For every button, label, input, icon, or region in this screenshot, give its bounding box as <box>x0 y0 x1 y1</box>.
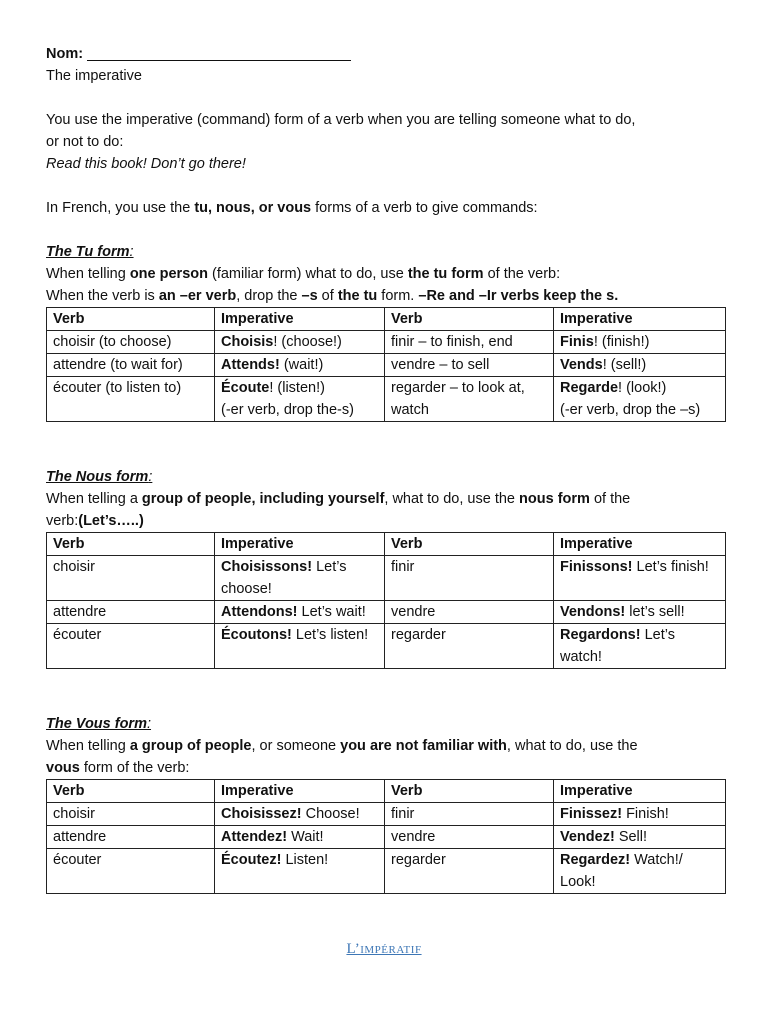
tu-rule-line-2 <box>46 285 726 307</box>
vous-heading-colon: : <box>146 716 152 732</box>
imperative-cell <box>215 354 385 377</box>
vous-rule-line-1 <box>46 735 726 757</box>
imperative-cell <box>215 803 385 826</box>
imperative-cell <box>215 624 385 669</box>
rule-text: When telling <box>46 738 130 754</box>
header-cell: Imperative <box>554 780 726 803</box>
verb-cell: vendre <box>385 826 554 849</box>
imperative-translation: Let’s watch! <box>560 627 675 665</box>
rule-text: When telling <box>46 266 130 282</box>
table-row <box>47 377 726 422</box>
vous-table <box>46 779 726 894</box>
verb-cell: choisir (to choose) <box>47 331 215 354</box>
vous-rule-line-2 <box>46 757 726 779</box>
header-cell: Imperative <box>215 533 385 556</box>
imperative-cell <box>554 377 726 422</box>
table-row <box>47 826 726 849</box>
header-cell: Verb <box>385 780 554 803</box>
imperative-cell <box>554 601 726 624</box>
rule-bold: the tu <box>337 288 378 304</box>
rule-text: form of the verb: <box>79 760 190 776</box>
header-cell: Verb <box>47 533 215 556</box>
rule-text: When telling a <box>46 491 142 507</box>
verb-cell: regarder <box>385 624 554 669</box>
table-header-row <box>47 308 726 331</box>
imperative-form: Vendez! <box>560 829 615 845</box>
imperative-cell <box>554 803 726 826</box>
header-cell: Verb <box>385 308 554 331</box>
name-label: Nom: <box>46 46 84 62</box>
imperative-form: Attendons! <box>221 604 298 620</box>
imperative-translation: Watch!/ Look! <box>560 852 683 890</box>
imperative-form: Choisissez! <box>221 806 302 822</box>
rule-bold: the tu form <box>407 266 484 282</box>
french-intro-bold: tu, nous, or vous <box>194 200 312 216</box>
imperative-translation: Let’s listen! <box>291 627 369 643</box>
rule-text: When the verb is <box>46 288 159 304</box>
rule-text: form. <box>377 288 419 304</box>
table-header-row <box>47 780 726 803</box>
imperative-cell <box>554 849 726 894</box>
header-cell: Verb <box>47 780 215 803</box>
header-cell: Imperative <box>554 308 726 331</box>
imperative-translation: ! (look!) <box>618 380 667 396</box>
nous-rule-line-1 <box>46 488 726 510</box>
intro-examples: Read this book! Don’t go there! <box>46 156 246 172</box>
worksheet <box>46 43 726 894</box>
imperative-cell <box>215 601 385 624</box>
table-header-row <box>47 533 726 556</box>
imperative-form: Choisissons! <box>221 559 313 575</box>
french-intro <box>46 197 726 219</box>
imperative-form: Écoutez! <box>221 852 282 868</box>
imperative-translation: ! (choose!) <box>273 334 342 350</box>
imperative-form: Vendons! <box>560 604 626 620</box>
name-line <box>46 43 726 65</box>
verb-cell: vendre – to sell <box>385 354 554 377</box>
vous-heading-text: The Vous form <box>46 716 147 732</box>
table-row <box>47 601 726 624</box>
header-cell: Imperative <box>554 533 726 556</box>
rule-bold: you are not familiar with <box>340 738 507 754</box>
table-row <box>47 556 726 601</box>
tu-heading-text: The Tu form <box>46 244 130 260</box>
imperative-translation: Let’s wait! <box>297 604 366 620</box>
table-row <box>47 624 726 669</box>
imperative-cell <box>215 377 385 422</box>
imperative-translation: Sell! <box>614 829 648 845</box>
rule-text: of the verb: <box>483 266 561 282</box>
imperative-note: (-er verb, drop the –s) <box>560 402 701 418</box>
verb-cell: écouter (to listen to) <box>47 377 215 422</box>
verb-cell: choisir <box>47 803 215 826</box>
tu-table <box>46 307 726 422</box>
imperative-cell <box>554 354 726 377</box>
nous-table <box>46 532 726 669</box>
verb-cell: écouter <box>47 849 215 894</box>
header-cell: Imperative <box>215 308 385 331</box>
imperative-cell <box>215 849 385 894</box>
verb-cell: choisir <box>47 556 215 601</box>
verb-cell: finir <box>385 556 554 601</box>
table-row <box>47 849 726 894</box>
verb-cell: regarder – to look at, watch <box>385 377 554 422</box>
imperative-translation: Listen! <box>281 852 329 868</box>
header-cell: Verb <box>385 533 554 556</box>
vous-heading <box>46 713 726 735</box>
imperative-translation: Wait! <box>287 829 324 845</box>
verb-cell: finir – to finish, end <box>385 331 554 354</box>
header-cell: Verb <box>47 308 215 331</box>
header-cell: Imperative <box>215 780 385 803</box>
verb-cell: finir <box>385 803 554 826</box>
imperative-form: Finis <box>560 334 594 350</box>
imperative-translation: ! (finish!) <box>593 334 650 350</box>
table-row <box>47 803 726 826</box>
imperative-form: Attends! <box>221 357 280 373</box>
verb-cell: attendre (to wait for) <box>47 354 215 377</box>
imperative-note: (-er verb, drop the-s) <box>221 402 354 418</box>
table-row <box>47 331 726 354</box>
nous-rule-line-2 <box>46 510 726 532</box>
rule-text: of <box>317 288 338 304</box>
french-intro-text: In French, you use the <box>46 200 195 216</box>
imperative-form: Regarde <box>560 380 619 396</box>
imperative-form: Attendez! <box>221 829 288 845</box>
imperative-form: Écoute <box>221 380 270 396</box>
rule-text: , drop the <box>236 288 302 304</box>
imperative-translation: let’s sell! <box>625 604 685 620</box>
french-intro-text: forms of a verb to give commands: <box>311 200 538 216</box>
imperative-cell <box>554 826 726 849</box>
rule-bold: an –er verb <box>158 288 237 304</box>
imperative-form: Choisis <box>221 334 274 350</box>
imperative-translation: Let’s choose! <box>221 559 347 597</box>
imperative-translation: Finish! <box>622 806 669 822</box>
rule-bold: –Re and –Ir verbs keep the s. <box>418 288 619 304</box>
verb-cell: attendre <box>47 601 215 624</box>
imperative-translation: ! (listen!) <box>269 380 325 396</box>
tu-heading-colon: : <box>129 244 134 260</box>
verb-cell: vendre <box>385 601 554 624</box>
nous-heading-colon: : <box>148 469 153 485</box>
imperative-form: Écoutons! <box>221 627 292 643</box>
intro-line-2: or not to do: <box>46 134 124 150</box>
rule-bold: one person <box>129 266 208 282</box>
rule-bold: group of people, including yourself <box>141 491 385 507</box>
rule-text: verb: <box>46 513 79 529</box>
name-blank[interactable] <box>87 44 351 61</box>
verb-cell: écouter <box>47 624 215 669</box>
rule-bold: (Let’s…..) <box>78 513 144 529</box>
footer-link[interactable]: L’impératif <box>346 941 422 957</box>
subtitle: The imperative <box>46 68 142 84</box>
rule-bold: nous form <box>519 491 590 507</box>
imperative-cell <box>554 556 726 601</box>
imperative-cell <box>215 556 385 601</box>
imperative-form: Regardons! <box>560 627 641 643</box>
verb-cell: attendre <box>47 826 215 849</box>
nous-heading-text: The Nous form <box>46 469 149 485</box>
rule-text: , or someone <box>251 738 341 754</box>
rule-text: (familiar form) what to do, use <box>207 266 408 282</box>
verb-cell: regarder <box>385 849 554 894</box>
tu-heading <box>46 241 726 263</box>
imperative-translation: (wait!) <box>279 357 324 373</box>
imperative-translation: Choose! <box>301 806 360 822</box>
rule-bold: a group of people <box>129 738 252 754</box>
imperative-translation: ! (sell!) <box>602 357 647 373</box>
imperative-form: Regardez! <box>560 852 631 868</box>
imperative-cell <box>215 826 385 849</box>
rule-text: of the <box>589 491 631 507</box>
tu-rule-line-1 <box>46 263 726 285</box>
intro-line-1: You use the imperative (command) form of a verb when you are telling someone what to do, <box>46 112 636 128</box>
rule-bold: vous <box>46 760 80 776</box>
rule-text: , what to do, use the <box>506 738 638 754</box>
imperative-cell <box>215 331 385 354</box>
nous-heading <box>46 466 726 488</box>
rule-text: , what to do, use the <box>384 491 520 507</box>
imperative-form: Vends <box>560 357 603 373</box>
imperative-form: Finissons! <box>560 559 633 575</box>
imperative-form: Finissez! <box>560 806 623 822</box>
imperative-cell <box>554 331 726 354</box>
rule-bold: –s <box>301 288 318 304</box>
imperative-cell <box>554 624 726 669</box>
table-row <box>47 354 726 377</box>
imperative-translation: Let’s finish! <box>632 559 709 575</box>
